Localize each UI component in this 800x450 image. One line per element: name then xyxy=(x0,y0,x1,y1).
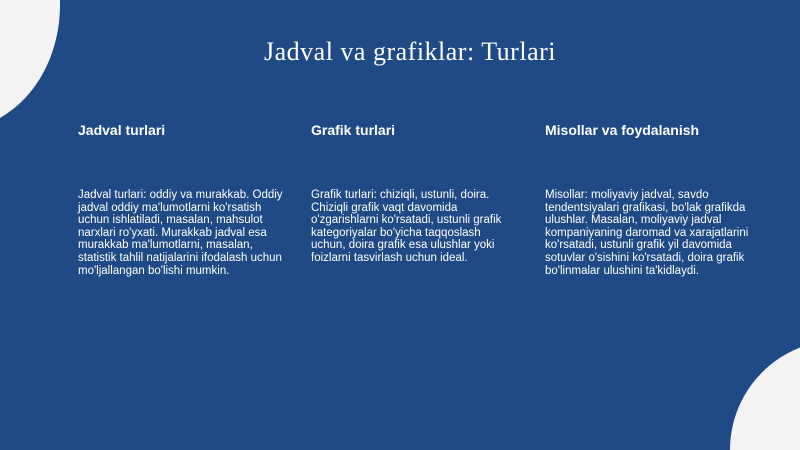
column-jadval-turlari xyxy=(78,121,283,277)
column-body: Grafik turlari: chiziqli, ustunli, doira. Chiziqli grafik vaqt davomida o'zgarishlarni ko'rsatadi, ustunli grafik kategoriyalar bo'yicha taqqoslash uchun, doira grafik esa ulushlar yoki foizlarni tasvirlash uchun ideal. xyxy=(311,189,502,264)
column-body: Jadval turlari: oddiy va murakkab. Oddiy jadval oddiy ma'lumotlarni ko'rsatish uchun ishlatiladi, masalan, mahsulot narxlari ro'yxati. Murakkab jadval esa murakkab ma'lumotlarni, masalan, statistik tahlil natijalarini ifodalash uchun mo'ljallangan bo'lishi mumkin. xyxy=(78,189,283,277)
column-heading: Misollar va foydalanish xyxy=(545,122,700,138)
slide-title: Jadval va grafiklar: Turlari xyxy=(264,37,556,66)
column-body: Misollar: moliyaviy jadval, savdo tendentsiyalari grafikasi, bo'lak grafikda ulushlar. Masalan, moliyaviy jadval kompaniyaning daromad va xarajatlarini ko'rsatadi, ustunli grafik yil davomida sotuvlar o'sishini ko'rsatadi, doira grafik bo'linmalar ulushini ta'kidlaydi. xyxy=(545,189,749,277)
column-heading: Jadval turlari xyxy=(78,122,166,138)
column-heading: Grafik turlari xyxy=(311,122,396,138)
column-misollar xyxy=(545,121,750,277)
decorative-circle-bottom-right xyxy=(730,340,800,450)
column-grafik-turlari xyxy=(311,121,516,264)
